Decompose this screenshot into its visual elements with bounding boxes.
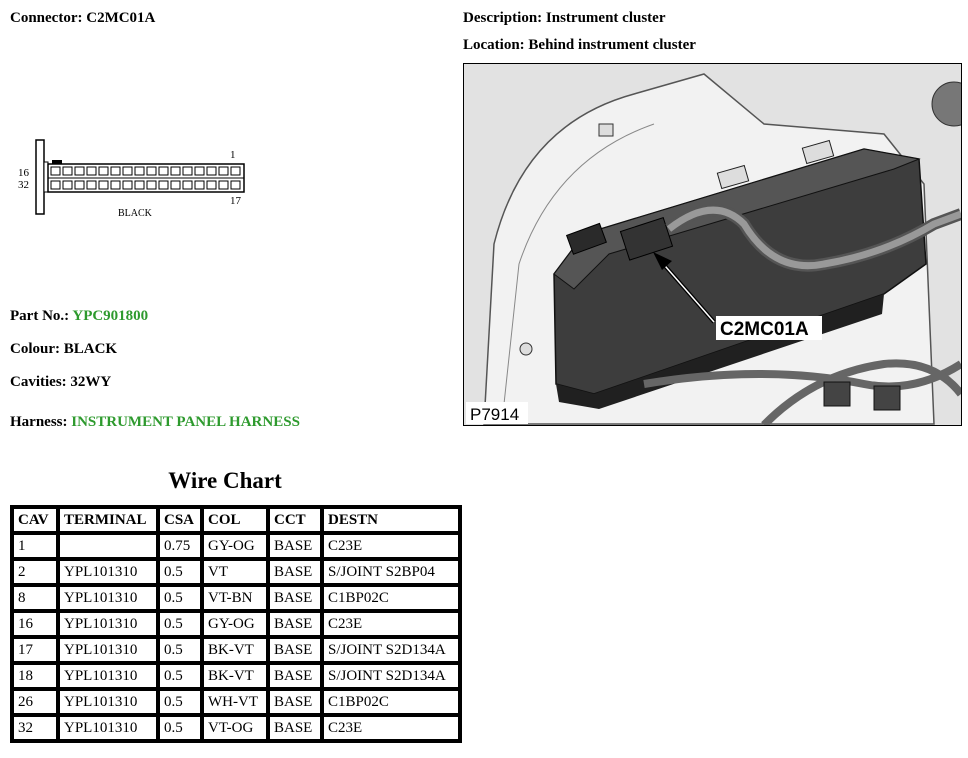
- table-header-cell: DESTN: [322, 507, 460, 533]
- figure-id: P7914: [470, 405, 520, 424]
- table-cell: BASE: [268, 533, 322, 559]
- location-label: Location:: [463, 37, 525, 53]
- table-cell: YPL101310: [58, 611, 158, 637]
- description-value: Instrument cluster: [545, 10, 666, 26]
- connector-cavity: [195, 167, 204, 175]
- table-header-cell: CAV: [12, 507, 58, 533]
- table-cell: WH-VT: [202, 689, 268, 715]
- table-cell: 16: [12, 611, 58, 637]
- table-cell: 17: [12, 637, 58, 663]
- connector-colour-label: BLACK: [118, 208, 152, 219]
- table-header-cell: TERMINAL: [58, 507, 158, 533]
- table-row: [12, 663, 460, 689]
- connector-cavity: [75, 181, 84, 189]
- connector-cavity: [183, 181, 192, 189]
- table-cell: S/JOINT S2D134A: [322, 663, 460, 689]
- table-cell: BASE: [268, 585, 322, 611]
- part-no-value: YPC901800: [72, 308, 149, 324]
- connector-face-svg: [12, 138, 252, 228]
- connector-cavity: [111, 167, 120, 175]
- table-cell: BK-VT: [202, 637, 268, 663]
- callout-label: C2MC01A: [720, 319, 809, 340]
- table-cell: 0.5: [158, 559, 202, 585]
- harness-value: INSTRUMENT PANEL HARNESS: [71, 414, 300, 430]
- connector-cavity: [147, 167, 156, 175]
- table-cell: 1: [12, 533, 58, 559]
- cavities-label: Cavities:: [10, 374, 67, 390]
- connector-cavity: [147, 181, 156, 189]
- pin-32-label: 32: [18, 179, 29, 191]
- table-cell: C1BP02C: [322, 585, 460, 611]
- table-cell: VT-BN: [202, 585, 268, 611]
- cavities-line: [10, 374, 111, 391]
- connector-cavity: [231, 167, 240, 175]
- connector-cavity: [63, 167, 72, 175]
- table-cell: 18: [12, 663, 58, 689]
- table-cell: 0.5: [158, 715, 202, 741]
- location-line: [463, 37, 696, 54]
- pin-1-label: 1: [230, 149, 236, 161]
- table-cell: BASE: [268, 663, 322, 689]
- table-row: [12, 585, 460, 611]
- connector-cavity: [51, 181, 60, 189]
- table-cell: BASE: [268, 689, 322, 715]
- connector-cavity: [135, 167, 144, 175]
- harness-label: Harness:: [10, 414, 68, 430]
- instrument-cluster-illustration: [464, 64, 961, 425]
- connector-face-diagram: [12, 138, 252, 228]
- wire-chart-table: [10, 505, 462, 743]
- table-cell: 0.5: [158, 611, 202, 637]
- connector-cavity: [135, 181, 144, 189]
- table-header-cell: CSA: [158, 507, 202, 533]
- table-header-cell: CCT: [268, 507, 322, 533]
- table-cell: YPL101310: [58, 663, 158, 689]
- table-cell: YPL101310: [58, 637, 158, 663]
- connector-cavity: [183, 167, 192, 175]
- harness-line: [10, 414, 300, 431]
- table-cell: S/JOINT S2BP04: [322, 559, 460, 585]
- connector-cavity: [111, 181, 120, 189]
- table-cell: C23E: [322, 611, 460, 637]
- connector-cavity: [123, 181, 132, 189]
- colour-line: [10, 341, 117, 358]
- table-cell: 0.75: [158, 533, 202, 559]
- pin-17-label: 17: [230, 195, 241, 207]
- table-cell: 2: [12, 559, 58, 585]
- pin-16-label: 16: [18, 167, 29, 179]
- table-cell: 0.5: [158, 637, 202, 663]
- description-line: [463, 10, 665, 27]
- connector-cavity: [195, 181, 204, 189]
- connector-cavity: [51, 167, 60, 175]
- table-cell: BASE: [268, 715, 322, 741]
- colour-value: BLACK: [63, 341, 118, 357]
- connector-cavity: [159, 167, 168, 175]
- connector-cavity: [171, 181, 180, 189]
- connector-label: Connector:: [10, 10, 83, 26]
- table-header-cell: COL: [202, 507, 268, 533]
- part-no-line: [10, 308, 148, 325]
- table-cell: 0.5: [158, 585, 202, 611]
- location-illustration: [463, 63, 962, 426]
- table-cell: VT-OG: [202, 715, 268, 741]
- table-cell: S/JOINT S2D134A: [322, 637, 460, 663]
- connector-cavity: [219, 167, 228, 175]
- connector-cavity: [75, 167, 84, 175]
- table-cell: C23E: [322, 715, 460, 741]
- table-cell: BASE: [268, 611, 322, 637]
- connector-cavity: [123, 167, 132, 175]
- table-row: [12, 559, 460, 585]
- part-no-label: Part No.:: [10, 308, 70, 324]
- connector-cavity: [99, 167, 108, 175]
- table-cell: YPL101310: [58, 689, 158, 715]
- connector-cavity: [87, 181, 96, 189]
- table-cell: YPL101310: [58, 585, 158, 611]
- colour-label: Colour:: [10, 341, 60, 357]
- table-row: [12, 611, 460, 637]
- table-cell: BASE: [268, 559, 322, 585]
- connector-cavity: [207, 167, 216, 175]
- wire-chart-title: Wire Chart: [168, 468, 282, 493]
- table-cell: BASE: [268, 637, 322, 663]
- table-row: [12, 689, 460, 715]
- location-value: Behind instrument cluster: [528, 37, 696, 53]
- connector-cavity: [99, 181, 108, 189]
- connector-cavity: [87, 167, 96, 175]
- table-cell: 26: [12, 689, 58, 715]
- connector-value: C2MC01A: [86, 10, 156, 26]
- description-label: Description:: [463, 10, 543, 26]
- connector-line: [10, 10, 155, 27]
- table-header-row: [12, 507, 460, 533]
- cavities-value: 32WY: [70, 374, 112, 390]
- table-cell: [58, 533, 158, 559]
- table-cell: C1BP02C: [322, 689, 460, 715]
- table-cell: BK-VT: [202, 663, 268, 689]
- connector-cavity: [159, 181, 168, 189]
- connector-cavity: [219, 181, 228, 189]
- connector-cavity: [171, 167, 180, 175]
- table-cell: 0.5: [158, 689, 202, 715]
- table-cell: YPL101310: [58, 715, 158, 741]
- table-cell: 32: [12, 715, 58, 741]
- table-cell: VT: [202, 559, 268, 585]
- connector-cavity: [231, 181, 240, 189]
- table-row: [12, 715, 460, 741]
- table-row: [12, 637, 460, 663]
- table-cell: 8: [12, 585, 58, 611]
- table-cell: GY-OG: [202, 611, 268, 637]
- table-cell: GY-OG: [202, 533, 268, 559]
- connector-cavity: [63, 181, 72, 189]
- table-row: [12, 533, 460, 559]
- connector-cavity: [207, 181, 216, 189]
- table-cell: C23E: [322, 533, 460, 559]
- table-cell: 0.5: [158, 663, 202, 689]
- table-cell: YPL101310: [58, 559, 158, 585]
